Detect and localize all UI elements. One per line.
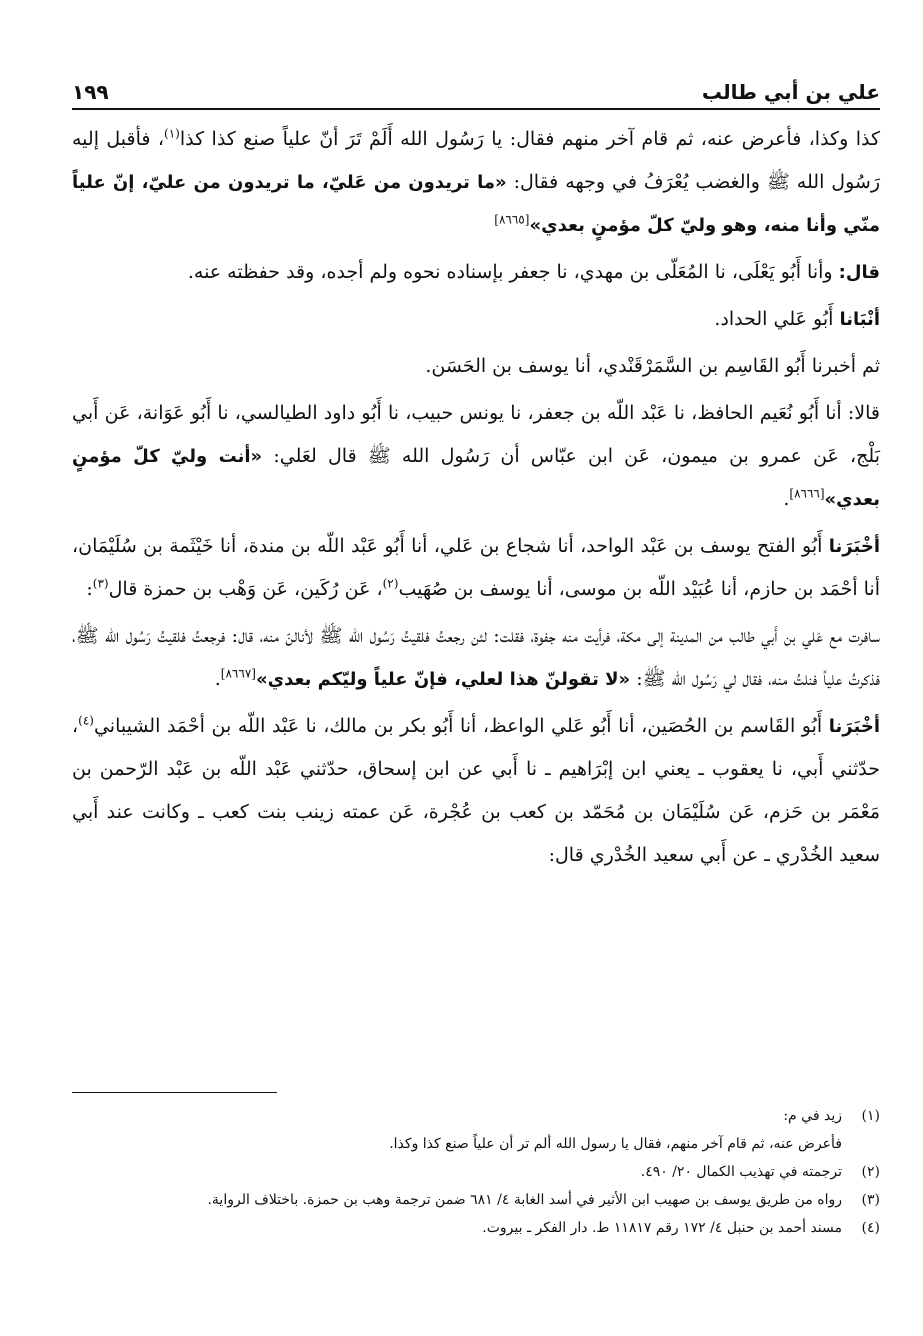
text-span: أَبُو عَلي الحداد. — [714, 308, 840, 330]
page-number: ١٩٩ — [72, 80, 109, 104]
text-span: وأنا أَبُو يَعْلَى، نا المُعَلّى بن مهدي، نا جعفر بإسناده نحوه ولم أجده، وقد حفظته عنه. — [187, 261, 839, 283]
text-span: أَبُو القَاسم بن الحُصَين، أنا أَبُو عَلي الواعظ، أنا أَبُو بكر بن مالك، نا عَبْد اللّه بن أحْمَد الشيباني — [93, 715, 829, 737]
paragraph-2 — [72, 251, 880, 294]
text-span: سافرت مع عَلي بن أَبي طالب من المدينة إلى مكة، فرأيت منه جفوة، فقلت: لئن رجعتُ فلقيتُ رَسُول الله ﷺ لأنالنّ منه، قال: فرجعتُ فلقيتُ رَسُول الله ﷺ، فذكرتُ علياً فنلتُ منه، فقال لي رَسُول الله ﷺ: — [72, 625, 880, 690]
paragraph-6 — [72, 525, 880, 611]
footnote-text: زيد في م: — [783, 1108, 842, 1124]
footnote-text: مسند أحمد بن حنبل ٤/ ١٧٢ رقم ١١٨١٧ ط. دار الفكر ـ بيروت. — [482, 1220, 842, 1236]
hadith-quote: «ما تريدون من عَليّ، ما تريدون من عليّ، إنّ علياً منّي وأنا منه، وهو وليّ كلّ مؤمنٍ بعدي» — [72, 172, 880, 236]
paragraph-8 — [72, 705, 880, 877]
footnote-marker-1[interactable]: (١) — [164, 126, 180, 141]
footnote-marker-4[interactable]: (٤) — [78, 713, 94, 728]
text-span: . — [783, 488, 790, 510]
footnote-4 — [72, 1214, 880, 1242]
footnote-text: رواه من طريق يوسف بن صهيب ابن الأثير في أسد الغابة ٤/ ٦٨١ ضمن ترجمة وهب بن حمزة. باختلاف الرواية. — [207, 1192, 842, 1208]
text-span: ، حدّثني أَبي، نا يعقوب ـ يعني ابن إبْرَاهيم ـ نا أَبي عن ابن إسحاق، حدّثني عَبْد اللّه بن عَبْد الرّحمن بن مَعْمَر بن حَزم، عَن سُلَيْمَان بن مُحَمّد بن كعب بن عُجْرة، عَن عمته زينب بنت كعب ـ وكانت عند أَبي سعيد الخُدْري ـ عن أَبي سعيد الخُدْري قال: — [72, 715, 880, 866]
footnote-number: (٢) — [861, 1164, 880, 1180]
hadith-number: [٨٦٦٥] — [494, 212, 530, 227]
text-span: ، عَن رُكَين، عَن وَهْب بن حمزة قال — [108, 578, 383, 600]
footnote-marker-2[interactable]: (٢) — [382, 576, 399, 591]
text-span: أَبُو الفتح يوسف بن عَبْد الواحد، أنا شجاع بن عَلي، أنا أَبُو عَبْد اللّه بن مندة، أنا خَيْثَمة بن سُلَيْمَان، أنا أحْمَد بن حازم، أنا عُبَيْد اللّه بن موسى، أنا يوسف بن صُهَيب — [72, 535, 880, 600]
main-text — [72, 118, 880, 877]
hadith-quote: «لا تقولنّ هذا لعلي، فإنّ علياً وليّكم بعدي» — [255, 669, 631, 690]
footnote-2 — [72, 1158, 880, 1186]
hadith-number: [٨٦٦٧] — [220, 666, 256, 681]
footnote-number: (٤) — [861, 1220, 880, 1236]
footnote-number: (٣) — [861, 1192, 880, 1208]
hadith-number: [٨٦٦٦] — [789, 486, 825, 501]
narration-lead: قال: — [838, 262, 880, 283]
page-header — [72, 70, 880, 110]
running-title: علي بن أبي طالب — [701, 80, 880, 104]
narration-lead: أخْبَرَنا — [828, 536, 880, 557]
text-span: ، فأقبل إليه رَسُول الله ﷺ والغضب يُعْرَفُ في وجهه فقال: — [72, 128, 881, 193]
footnote-marker-3[interactable]: (٣) — [92, 576, 109, 591]
text-span: : — [86, 578, 93, 600]
footnote-1 — [72, 1102, 880, 1158]
text-span: قالا: أنا أَبُو نُعَيم الحافظ، نا عَبْد اللّه بن جعفر، نا يونس حبيب، نا أَبُو داود الطيالسي، نا أَبُو عَوَانة، عَن أَبي بَلْج، عَن عمرو بن ميمون، عَن ابن عبّاس أن رَسُول الله ﷺ قال لعَلي: — [72, 402, 880, 467]
footnote-number: (١) — [861, 1108, 880, 1124]
book-page — [72, 70, 880, 881]
footnote-text: فأعرض عنه، ثم قام آخر منهم، فقال يا رسول الله ألم تر أن علياً صنع كذا وكذا. — [389, 1136, 842, 1152]
footnote-divider — [72, 1092, 277, 1093]
footnote-text: ترجمته في تهذيب الكمال ٢٠/ ٤٩٠. — [640, 1164, 842, 1180]
footnote-3 — [72, 1186, 880, 1214]
paragraph-3 — [72, 298, 880, 341]
paragraph-7 — [72, 615, 880, 701]
text-span: . — [214, 668, 221, 690]
paragraph-4 — [72, 345, 880, 388]
narration-lead: أنْبَانا — [839, 309, 880, 330]
hadith-quote: «أنت وليّ كلّ مؤمنٍ بعدي» — [72, 446, 880, 510]
text-span: كذا وكذا، فأعرض عنه، ثم قام آخر منهم فقال: يا رَسُول الله أَلَمْ تَرَ أنّ علياً صنع كذا كذا — [179, 128, 880, 150]
narration-lead: أخْبَرَنا — [828, 716, 880, 737]
footnotes — [72, 1102, 880, 1242]
text-span: ثم أخبرنا أَبُو القَاسِم بن السَّمَرْقَنْدي، أنا يوسف بن الحَسَن. — [425, 355, 880, 377]
paragraph-5 — [72, 392, 880, 521]
paragraph-1 — [72, 118, 880, 247]
